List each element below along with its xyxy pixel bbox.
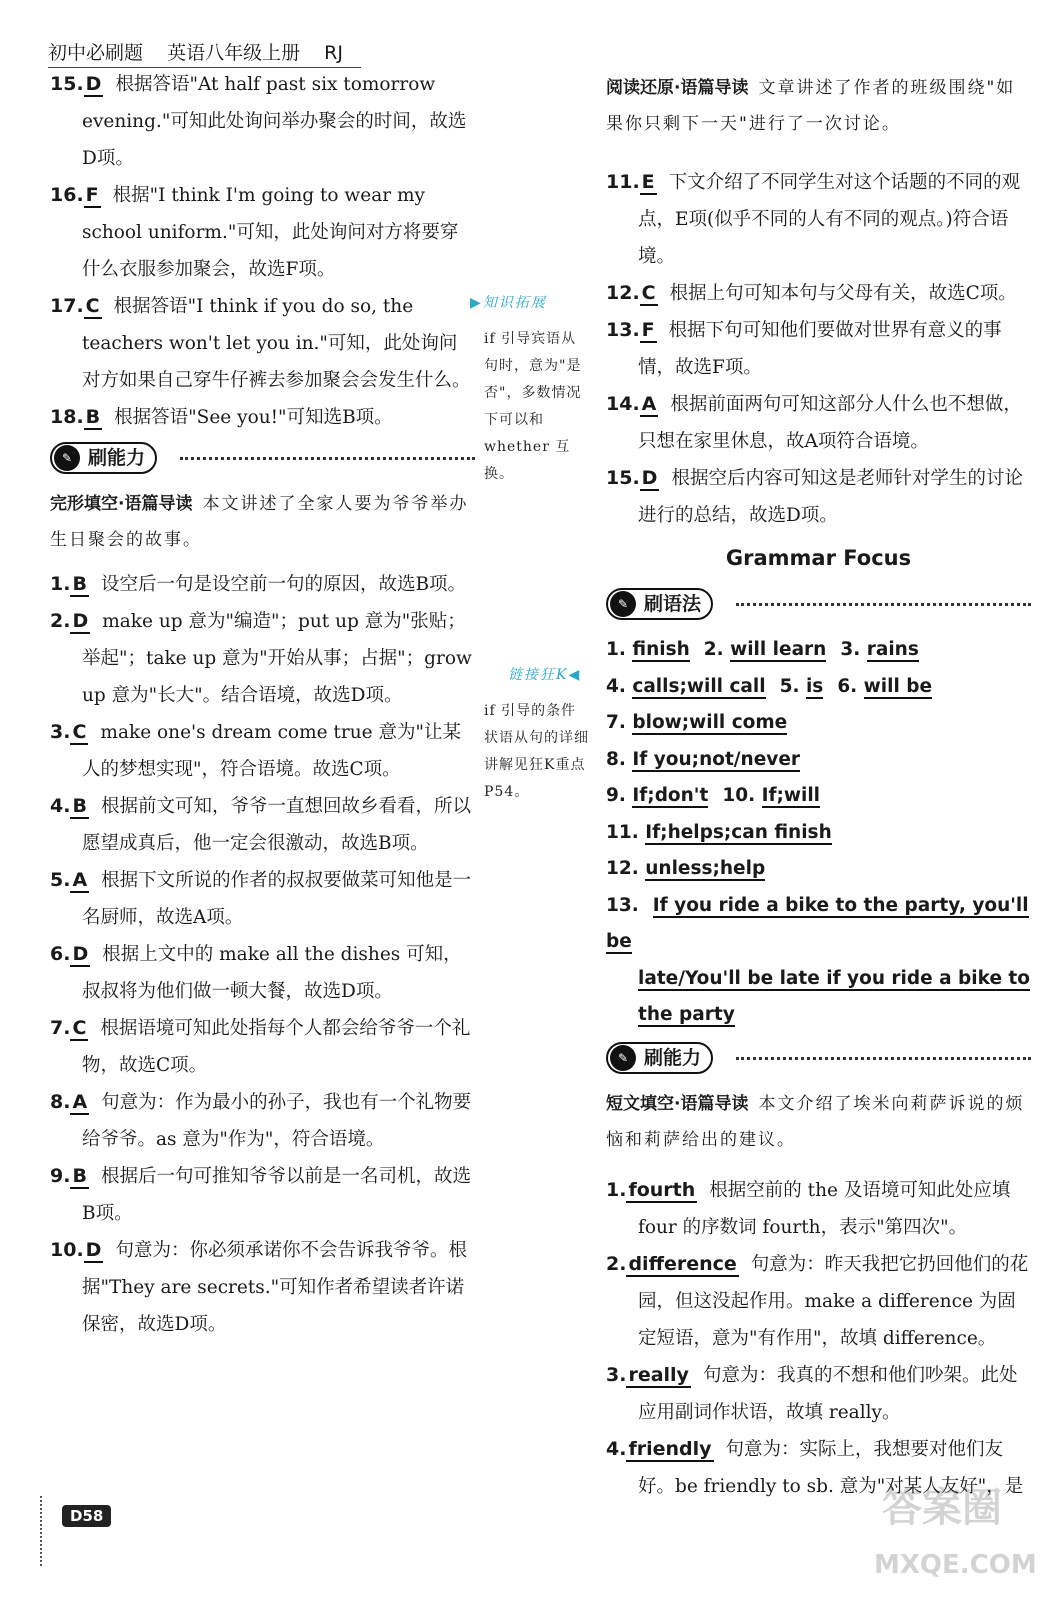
answer-letter: really: [628, 1363, 689, 1386]
answer-number: [50, 862, 89, 899]
watermark-bottom: MXQE.COM: [874, 1550, 1037, 1580]
side-note-1: if 引导宾语从句时，意为"是否"，多数情况下可以和 whether 互换。: [484, 331, 582, 482]
reading-intro: [606, 70, 1031, 142]
grammar-answer: If;will: [761, 785, 821, 806]
reading-intro-label: 阅读还原·语篇导读: [606, 78, 749, 98]
grammar-entry: [840, 639, 919, 660]
watermark-top: 答案圈: [882, 1485, 1002, 1531]
question-number: 3.: [50, 721, 71, 743]
page-edge-dots: [40, 1496, 50, 1566]
answer-letter: D: [641, 467, 658, 489]
section-ability-label: 刷能力: [644, 1046, 702, 1069]
question-number: 16.: [50, 184, 84, 206]
question-number: 4.: [606, 1437, 627, 1460]
answer-number: [50, 66, 103, 103]
grammar-entry: [606, 639, 690, 660]
watermark-logo: [874, 1470, 1037, 1580]
answer-number: [50, 714, 88, 751]
answer-number: [50, 936, 90, 973]
answer-explanation: 设空后一句是设空前一句的原因，故选B项。: [100, 574, 467, 595]
answer-explanation: 句意为：昨天我把它扔回他们的花园，但这没起作用。make a difference 为固定短语，意为"有作用"，故填 difference。: [638, 1253, 1029, 1349]
side-note-title-1: ▶知识拓展: [470, 295, 547, 311]
grammar-answer: If;don't: [632, 785, 709, 806]
section-ability-label: 刷能力: [88, 447, 146, 469]
grammar-num: 8.: [606, 748, 626, 770]
grammar-item-13: [606, 888, 1031, 1034]
grammar-entry: [606, 858, 765, 879]
grammar-line: [606, 778, 1031, 815]
grammar-answer: blow;will come: [632, 712, 788, 733]
question-number: 10.: [50, 1239, 84, 1261]
question-number: 7.: [50, 1017, 71, 1039]
answer-number: [606, 1172, 697, 1209]
series-title: 初中必刷题: [48, 42, 144, 64]
answer-list-b: [50, 566, 475, 1343]
grammar-entry: [606, 785, 708, 806]
answer-explanation: 根据上句可知本句与父母有关，故选C项。: [669, 283, 1017, 304]
section-ability-2: [606, 1040, 1031, 1080]
grammar-answer: will be: [863, 675, 933, 697]
answer-explanation: 根据"I think I'm going to wear my school uniform."可知，此处询问对方将要穿什么衣服参加聚会，故选F项。: [82, 185, 459, 280]
question-number: 1.: [50, 573, 71, 595]
grammar-entry: [780, 676, 824, 697]
section-grammar-label: 刷语法: [644, 593, 702, 615]
answer-letter: A: [72, 869, 88, 891]
fill-intro-label: 短文填空·语篇导读: [606, 1093, 749, 1114]
fill-intro-desc: 本文介绍了埃米向莉萨诉说的烦恼和莉萨给出的建议。: [606, 1093, 1025, 1150]
grammar-answer: If;helps;can finish: [645, 821, 832, 843]
answer-item: [50, 66, 475, 177]
answer-explanation: make up 意为"编造"；put up 意为"张贴；举起"；take up 意为"开始从事；占据"；grow up 意为"长大"。结合语境，故选D项。: [82, 611, 472, 706]
side-note-title-2: 链接狂K◀: [508, 667, 582, 683]
right-column: [606, 66, 1031, 1505]
cloze-intro-label: 完形填空·语篇导读: [50, 494, 193, 514]
page-number: D58: [62, 1505, 111, 1527]
grammar-answer: rains: [866, 639, 919, 660]
answer-list-c: [606, 164, 1031, 534]
question-number: 18.: [50, 406, 84, 428]
answer-item: [606, 1246, 1031, 1357]
grammar-answer: unless;help: [645, 858, 766, 879]
question-number: 15.: [606, 467, 640, 489]
answer-explanation: make one's dream come true 意为"让某人的梦想实现"，符合语境。故选C项。: [82, 722, 461, 780]
dotted-divider: [736, 603, 1031, 606]
answer-number: [50, 1084, 89, 1121]
grammar-line: [606, 851, 1031, 888]
grammar-entry: [606, 712, 787, 733]
grammar-line: [606, 815, 1031, 852]
answer-number: [50, 177, 101, 214]
dotted-divider: [736, 1057, 1031, 1060]
answer-number: [50, 288, 102, 325]
question-number: 3.: [606, 1363, 627, 1386]
answer-item: [606, 460, 1031, 534]
grammar-answer: is: [805, 675, 824, 697]
grammar-num: 11.: [606, 821, 639, 843]
answer-number: [50, 1232, 103, 1269]
answer-item: [50, 399, 475, 436]
answer-number: [50, 603, 90, 640]
edition-label: RJ: [324, 42, 343, 64]
answer-number: [50, 566, 89, 603]
answer-number: [50, 788, 89, 825]
grammar-num: 9.: [606, 785, 626, 806]
answer-explanation: 句意为：你必须承诺你不会告诉我爷爷。根据"They are secrets."可知作者希望读者许诺保密，故选D项。: [82, 1240, 467, 1335]
answer-explanation: 根据答语"See you!"可知选B项。: [114, 407, 393, 428]
question-number: 8.: [50, 1091, 71, 1113]
answer-explanation: 根据答语"I think if you do so, the teachers won't let you in."可知，此处询问对方如果自己穿牛仔裤去参加聚会会发生什么。: [82, 296, 471, 391]
question-number: 11.: [606, 171, 640, 193]
answer-item: [606, 1357, 1031, 1431]
grammar-line: [606, 632, 1031, 669]
grammar-entry: [606, 676, 766, 697]
question-number: 5.: [50, 869, 71, 891]
grammar-num: 1.: [606, 639, 626, 660]
grammar-focus-title: Grammar Focus: [725, 546, 912, 570]
answer-item: [50, 936, 475, 1010]
grammar-line: [606, 742, 1031, 779]
answer-letter: friendly: [628, 1437, 712, 1460]
reading-intro-desc: 文章讲述了作者的班级围绕"如果你只剩下一天"进行了一次讨论。: [606, 78, 1016, 134]
answer-list-a: [50, 66, 475, 436]
question-number: 2.: [606, 1252, 627, 1275]
answer-letter: B: [72, 573, 87, 595]
answer-letter: D: [72, 610, 89, 632]
answer-item: [50, 288, 475, 399]
answer-number: [50, 399, 102, 436]
grammar-answer: calls;will call: [632, 675, 766, 697]
side-note-2: if 引导的条件状语从句的详细讲解见狂K重点 P54。: [484, 703, 589, 800]
answer-item: [606, 386, 1031, 460]
answer-explanation: 根据前文可知，爷爷一直想回故乡看看，所以愿望成真后，他一定会很激动，故选B项。: [82, 796, 471, 854]
answer-letter: F: [85, 184, 99, 206]
page-header: [48, 38, 361, 68]
answer-letter: D: [85, 73, 102, 95]
answer-item: [50, 1158, 475, 1232]
grammar-entry: [704, 639, 827, 660]
answer-letter: C: [641, 282, 656, 304]
answer-number: [606, 1431, 714, 1468]
answer-number: [606, 275, 658, 312]
answer-letter: difference: [628, 1252, 737, 1275]
answer-letter: E: [641, 171, 655, 193]
grammar-entry: [606, 822, 832, 843]
answer-item: [606, 164, 1031, 275]
answer-letter: D: [85, 1239, 102, 1261]
grammar-num: 12.: [606, 858, 639, 879]
question-number: 2.: [50, 610, 71, 632]
brush-icon: ✎: [610, 1045, 636, 1071]
answer-explanation: 根据答语"At half past six tomorrow evening."可知此处询问举办聚会的时间，故选D项。: [82, 74, 467, 169]
grammar-line: [606, 705, 1031, 742]
answer-letter: B: [72, 1165, 87, 1187]
answer-number: [606, 312, 657, 349]
answer-item: [50, 1084, 475, 1158]
cloze-intro-desc: 本文讲述了全家人要为爷爷举办生日聚会的故事。: [50, 494, 469, 550]
answer-explanation: 根据下句可知他们要做对世界有意义的事情，故选F项。: [638, 320, 1002, 378]
grammar-num: 10.: [722, 785, 756, 806]
question-number: 1.: [606, 1178, 627, 1201]
answer-item: [50, 177, 475, 288]
answer-explanation: 句意为：作为最小的孙子，我也有一个礼物要给爷爷。as 意为"作为"，符合语境。: [82, 1092, 472, 1150]
answer-letter: D: [72, 943, 89, 965]
answer-list-d: [606, 1172, 1031, 1505]
answer-number: [50, 1158, 89, 1195]
answer-letter: A: [72, 1091, 88, 1113]
answer-explanation: 根据上文中的 make all the dishes 可知，叔叔将为他们做一顿大餐，故选D项。: [82, 944, 462, 1002]
section-grammar: [606, 586, 1031, 626]
dotted-divider: [180, 457, 475, 460]
answer-explanation: 根据语境可知此处指每个人都会给爷爷一个礼物，故选C项。: [82, 1018, 471, 1076]
grammar-answer: finish: [632, 639, 690, 660]
grammar-answer: If you ride a bike to the party, you'll be: [606, 894, 1029, 952]
grammar-num: 3.: [840, 639, 861, 660]
answer-item: [50, 1232, 475, 1343]
answer-explanation: 根据前面两句可知这部分人什么也不想做，只想在家里休息，故A项符合语境。: [638, 394, 1022, 452]
grammar-line: [606, 669, 1031, 706]
question-number: 17.: [50, 295, 84, 317]
answer-number: [606, 1246, 739, 1283]
question-number: 15.: [50, 73, 84, 95]
answer-letter: B: [72, 795, 87, 817]
answer-explanation: 句意为：我真的不想和他们吵架。此处应用副词作状语，故填 really。: [638, 1364, 1018, 1423]
answer-item: [50, 788, 475, 862]
fill-intro: [606, 1086, 1031, 1158]
question-number: 4.: [50, 795, 71, 817]
grammar-entry: [837, 676, 932, 697]
answer-explanation: 句意为：实际上，我想要对他们友好。be friendly to sb. 意为"对某人友好"，是: [638, 1438, 1024, 1497]
brush-icon: ✎: [54, 445, 80, 471]
grammar-answer-cont: late/You'll be late if you ride a bike to: [638, 967, 1030, 989]
answer-explanation: 下文介绍了不同学生对这个话题的不同的观点，E项(似乎不同的人有不同的观点。)符合语境。: [638, 172, 1021, 267]
answer-item: [606, 1172, 1031, 1246]
answer-explanation: 根据下文所说的作者的叔叔要做菜可知他是一名厨师，故选A项。: [82, 870, 472, 928]
cloze-intro: [50, 486, 475, 558]
subject-title: 英语八年级上册: [167, 42, 301, 64]
grammar-entry: [606, 749, 800, 770]
answer-letter: C: [85, 295, 100, 317]
answer-number: [606, 386, 658, 423]
grammar-answers: [606, 632, 1031, 888]
brush-icon: ✎: [610, 591, 636, 617]
answer-letter: fourth: [628, 1178, 696, 1201]
grammar-num: 13.: [606, 894, 639, 916]
answer-item: [606, 275, 1031, 312]
answer-number: [50, 1010, 88, 1047]
left-column: [50, 66, 475, 1343]
grammar-num: 2.: [703, 639, 724, 660]
section-ability: [50, 440, 475, 480]
grammar-num: 5.: [779, 675, 800, 697]
answer-item: [50, 1010, 475, 1084]
question-number: 13.: [606, 319, 640, 341]
answer-explanation: 根据空前的 the 及语境可知此处应填 four 的序数词 fourth，表示"第四次"。: [638, 1179, 1011, 1238]
answer-letter: F: [641, 319, 655, 341]
grammar-num: 7.: [606, 712, 626, 733]
answer-number: [606, 164, 657, 201]
answer-letter: C: [72, 1017, 87, 1039]
question-number: 6.: [50, 943, 71, 965]
grammar-num: 4.: [606, 675, 626, 697]
grammar-answer: If you;not/never: [632, 748, 800, 770]
grammar-answer: will learn: [730, 639, 827, 660]
answer-letter: C: [72, 721, 87, 743]
answer-explanation: 根据空后内容可知这是老师针对学生的讨论进行的总结，故选D项。: [638, 468, 1023, 526]
answer-letter: B: [85, 406, 101, 428]
answer-item: [50, 862, 475, 936]
answer-item: [50, 566, 475, 603]
answer-number: [606, 460, 659, 497]
grammar-entry: [722, 785, 820, 806]
question-number: 12.: [606, 282, 640, 304]
answer-item: [606, 312, 1031, 386]
answer-item: [50, 603, 475, 714]
answer-item: [50, 714, 475, 788]
question-number: 14.: [606, 393, 640, 415]
question-number: 9.: [50, 1165, 71, 1187]
answer-explanation: 根据后一句可推知爷爷以前是一名司机，故选B项。: [82, 1166, 471, 1224]
grammar-num: 6.: [837, 675, 858, 697]
answer-letter: A: [641, 393, 657, 415]
answer-number: [606, 1357, 691, 1394]
grammar-answer-cont: the party: [638, 1004, 735, 1025]
